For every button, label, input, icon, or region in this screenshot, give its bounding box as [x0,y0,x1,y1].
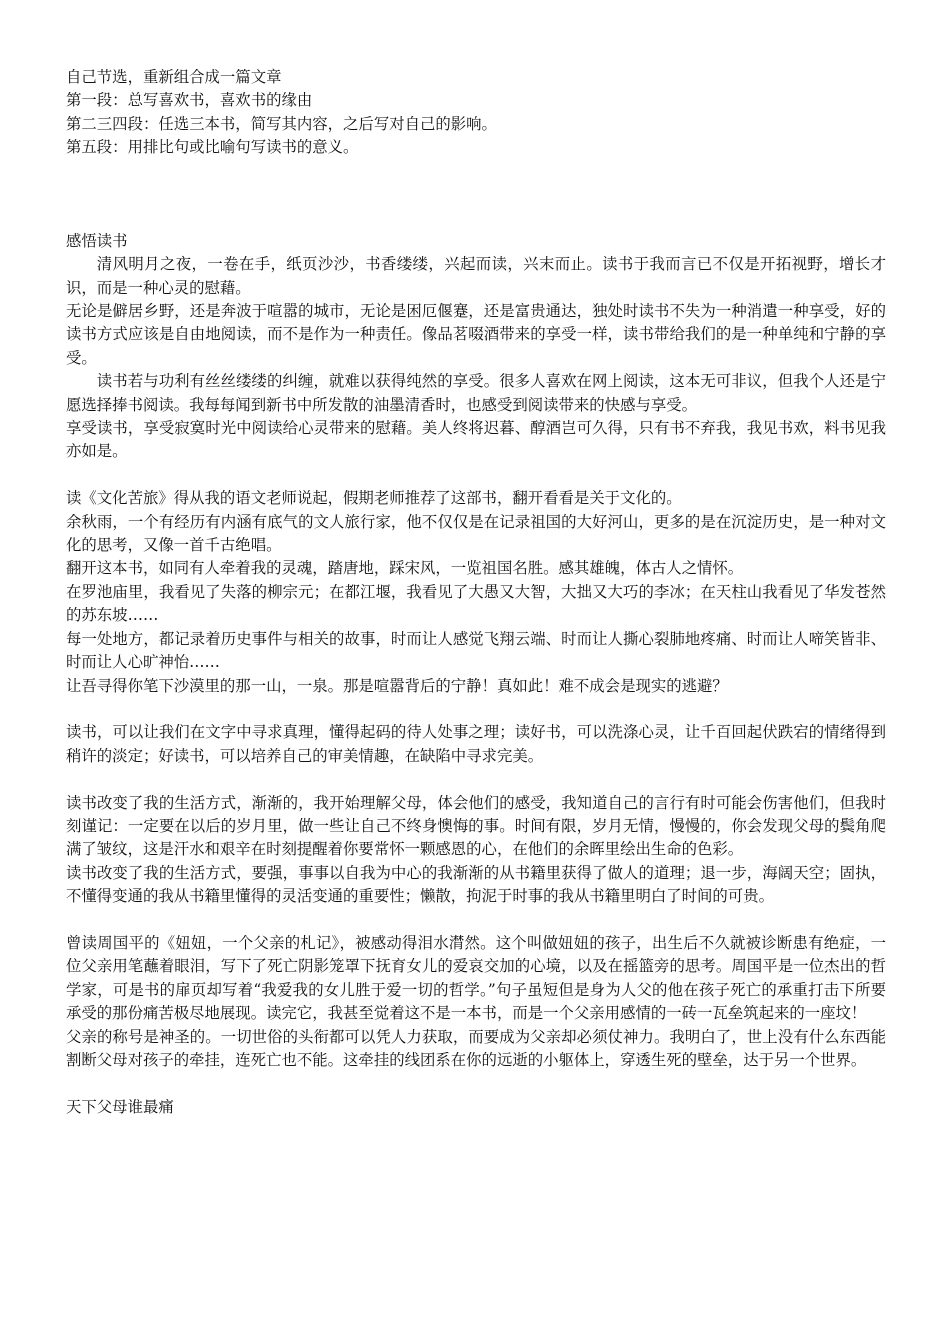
instruction-line: 第一段：总写喜欢书，喜欢书的缘由 [66,91,313,110]
document-page [66,66,886,1119]
instruction-line: 自己节选，重新组合成一篇文章 [66,68,282,86]
essay-paragraph: 曾读周国平的《妞妞，一个父亲的札记》，被感动得泪水潸然。这个叫做妞妞的孩子，出生后不久就被诊断患有绝症，一位父亲用笔蘸着眼泪，写下了死亡阴影笼罩下抚育女儿的爱哀交加的心境，以及在摇篮旁的思考。周国平是一位杰出的哲学家，可是书的扉页却写着“我爱我的女儿胜于爱一切的哲学。”句子虽短但是身为人父的他在孩子死亡的承重打击下所要承受的那份痛苦极尽地展现。读完它，我甚至觉着这不是一本书，而是一个父亲用感情的一砖一瓦垒筑起来的一座坟！ [66,933,886,1023]
closing-title: 天下父母谁最痛 [66,1097,174,1116]
essay-paragraph: 读书改变了我的生活方式，渐渐的，我开始理解父母，体会他们的感受，我知道自己的言行有时可能会伤害他们，但我时刻谨记：一定要在以后的岁月里，做一些让自己不终身懊悔的事。时间有限，岁月无情，慢慢的，你会发现父母的鬓角爬满了皱纹，这是汗水和艰辛在时刻提醒着你要常怀一颗感恩的心，在他们的余晖里绘出生命的色彩。 [66,793,886,859]
essay-paragraph: 清风明月之夜，一卷在手，纸页沙沙，书香缕缕，兴起而读，兴末而止。读书于我而言已不仅是开拓视野，增长才识，而是一种心灵的慰藉。 [66,255,886,297]
essay-paragraph: 翻开这本书，如同有人牵着我的灵魂，踏唐地，踩宋风，一览祖国名胜。感其雄魄，体古人之情怀。 [66,559,744,578]
essay-paragraph: 无论是僻居乡野，还是奔波于喧嚣的城市，无论是困厄偃蹇，还是富贵通达，独处时读书不失为一种消遣一种享受，好的读书方式应该是自由地阅读，而不是作为一种责任。像品茗啜酒带来的享受一样，读书带给我们的是一种单纯和宁静的享受。 [66,302,886,367]
instruction-line: 第五段：用排比句或比喻句写读书的意义。 [66,138,359,157]
spacer [66,1072,886,1095]
spacer [66,909,886,932]
essay-paragraph: 读书，可以让我们在文字中寻求真理，懂得起码的待人处事之理；读好书，可以洗涤心灵，让千百回起伏跌宕的情绪得到稍许的淡定；好读书，可以培养自己的审美情趣，在缺陷中寻求完美。 [66,723,886,765]
spacer [66,206,886,229]
spacer [66,464,886,487]
essay-paragraph: 让吾寻得你笔下沙漠里的那一山，一泉。那是喧嚣背后的宁静！真如此！难不成会是现实的逃避？ [66,676,728,695]
essay-paragraph: 享受读书，享受寂寞时光中阅读给心灵带来的慰藉。美人终将迟暮、醇酒岂可久得，只有书不弃我，我见书欢，料书见我亦如是。 [66,419,886,461]
essay-paragraph: 余秋雨，一个有经历有内涵有底气的文人旅行家，他不仅仅是在记录祖国的大好河山，更多的是在沉淀历史，是一种对文化的思考，又像一首千古绝唱。 [66,512,886,555]
spacer [66,698,886,721]
essay-paragraph: 读书改变了我的生活方式，要强，事事以自我为中心的我渐渐的从书籍里获得了做人的道理；退一步，海阔天空；固执，不懂得变通的我从书籍里懂得的灵活变通的重要性；懒散，拘泥于时事的我从书籍里明白了时间的可贵。 [66,863,886,906]
essay-title: 感悟读书 [66,231,128,250]
instruction-line: 第二三四段：任选三本书，简写其内容，之后写对自己的影响。 [66,114,497,133]
essay-paragraph: 在罗池庙里，我看见了失落的柳宗元；在都江堰，我看见了大愚又大智，大拙又大巧的李冰；在天柱山我看见了华发苍然的苏东坡…… [66,582,886,625]
essay-paragraph: 读书若与功利有丝丝缕缕的纠缠，就难以获得纯然的享受。很多人喜欢在网上阅读，这本无可非议，但我个人还是宁愿选择捧书阅读。我每每闻到新书中所发散的油墨清香时，也感受到阅读带来的快感与享受。 [66,372,886,414]
essay-paragraph: 读《文化苦旅》得从我的语文老师说起，假期老师推荐了这部书，翻开看看是关于文化的。 [66,489,682,508]
essay-paragraph: 每一处地方，都记录着历史事件与相关的故事，时而让人感觉飞翔云端、时而让人撕心裂肺地疼痛、时而让人啼笑皆非、时而让人心旷神怡…… [66,629,886,672]
spacer [66,768,886,791]
spacer [66,160,886,207]
essay-paragraph: 父亲的称号是神圣的。一切世俗的头衔都可以凭人力获取，而要成为父亲却必须仗神力。我明白了，世上没有什么东西能割断父母对孩子的牵挂，连死亡也不能。这牵挂的线团系在你的远逝的小躯体上，穿透生死的壁垒，达于另一个世界。 [66,1027,886,1069]
